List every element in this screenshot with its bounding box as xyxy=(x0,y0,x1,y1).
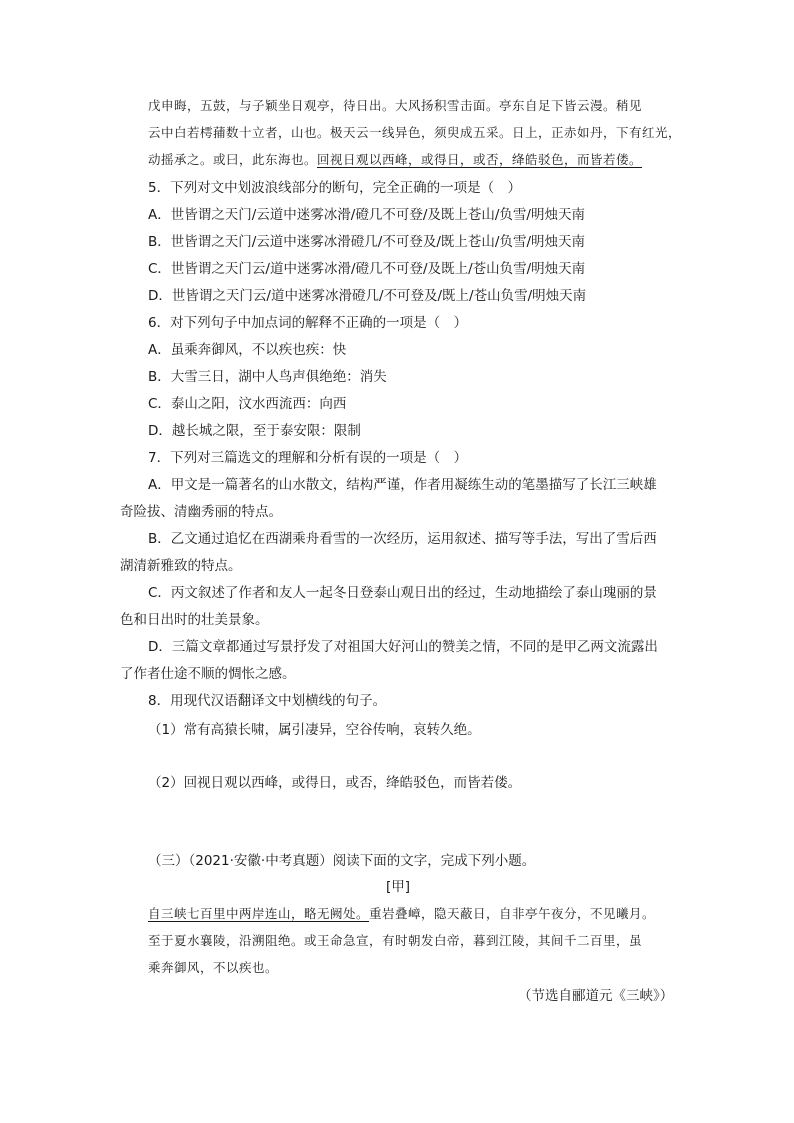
q7-option-b: B．乙文通过追忆在西湖乘舟看雪的一次经历，运用叙述、描写等手法，写出了雪后西 xyxy=(148,531,657,547)
q5-option-a: A．世皆谓之天门/云道中迷雾冰滑/磴几不可登/及既上苍山/负雪/明烛天南 xyxy=(148,207,585,223)
q8-stem: 8．用现代汉语翻译文中划横线的句子。 xyxy=(148,693,387,709)
passage-line-3 xyxy=(148,150,642,170)
jia-line-1 xyxy=(148,904,655,924)
jia-line-1-rest: 重岩叠嶂，隐天蔽日，自非亭午夜分，不见曦月。 xyxy=(369,906,656,921)
q7-option-b-cont: 湖清新雅致的特点。 xyxy=(120,558,242,574)
passage-line-1: 戊申晦，五鼓，与子颖坐日观亭，待日出。大风扬积雪击面。亭东自足下皆云漫。稍见 xyxy=(148,98,643,113)
jia-underlined: 自三峡七百里中两岸连山，略无阙处。 xyxy=(148,906,370,921)
jia-line-2: 至于夏水襄陵，沿溯阻绝。或王命急宣，有时朝发白帝，暮到江陵，其间千二百里，虽 xyxy=(148,933,643,948)
underlined-sentence: 回视日观以西峰，或得日，或否，绛皓驳色，而皆若偻。 xyxy=(317,152,643,167)
q7-option-d-cont: 了作者仕途不顺的惆怅之感。 xyxy=(120,666,296,682)
jia-label: [甲] xyxy=(386,879,411,895)
q6-option-c: C．泰山之阳，汶水西流西：向西 xyxy=(148,396,347,412)
section-3-heading: （三）（2021·安徽·中考真题）阅读下面的文字，完成下列小题。 xyxy=(148,853,536,869)
q8-item-1: （1）常有高猿长啸，属引凄异，空谷传响，哀转久绝。 xyxy=(148,722,481,738)
q5-option-b: B．世皆谓之天门/云道中迷雾冰滑磴几/不可登及/既上苍山/负雪/明烛天南 xyxy=(148,234,586,250)
passage-line-3-plain: 动摇承之。或曰，此东海也。 xyxy=(148,152,318,167)
q6-stem: 6．对下列句子中加点词的解释不正确的一项是（ ） xyxy=(148,315,468,331)
q6-option-b: B．大雪三日，湖中人鸟声俱绝绝：消失 xyxy=(148,369,387,385)
q5-stem: 5．下列对文中划波浪线部分的断句，完全正确的一项是（ ） xyxy=(148,180,522,196)
q7-option-a: A．甲文是一篇著名的山水散文，结构严谨，作者用凝练生动的笔墨描写了长江三峡雄 xyxy=(148,477,657,493)
source-citation: （节选自郦道元《三峡》） xyxy=(518,988,674,1004)
q6-option-d: D．越长城之限，至于泰安限：限制 xyxy=(148,423,361,439)
q7-stem: 7．下列对三篇选文的理解和分析有误的一项是（ ） xyxy=(148,450,468,466)
passage-line-2: 云中白若樗蒱数十立者，山也。极天云一线异色，须臾成五采。日上，正赤如丹，下有红光， xyxy=(148,125,682,140)
jia-line-3: 乘奔御风，不以疾也。 xyxy=(148,960,279,975)
q7-option-d: D．三篇文章都通过写景抒发了对祖国大好河山的赞美之情，不同的是甲乙两文流露出 xyxy=(148,639,658,655)
q5-option-d: D．世皆谓之天门云/道中迷雾冰滑磴几/不可登及/既上/苍山负雪/明烛天南 xyxy=(148,288,587,304)
q8-item-2: （2）回视日观以西峰，或得日，或否，绛皓驳色，而皆若偻。 xyxy=(148,775,522,791)
q7-option-c-cont: 色和日出时的壮美景象。 xyxy=(120,612,269,628)
q5-option-c: C．世皆谓之天门云/道中迷雾冰滑/磴几不可登/及既上/苍山负雪/明烛天南 xyxy=(148,261,586,277)
q7-option-c: C．丙文叙述了作者和友人一起冬日登泰山观日出的经过，生动地描绘了泰山瑰丽的景 xyxy=(148,585,657,601)
q6-option-a: A．虽乘奔御风，不以疾也疾：快 xyxy=(148,342,347,358)
q7-option-a-cont: 奇险拔、清幽秀丽的特点。 xyxy=(120,504,282,520)
